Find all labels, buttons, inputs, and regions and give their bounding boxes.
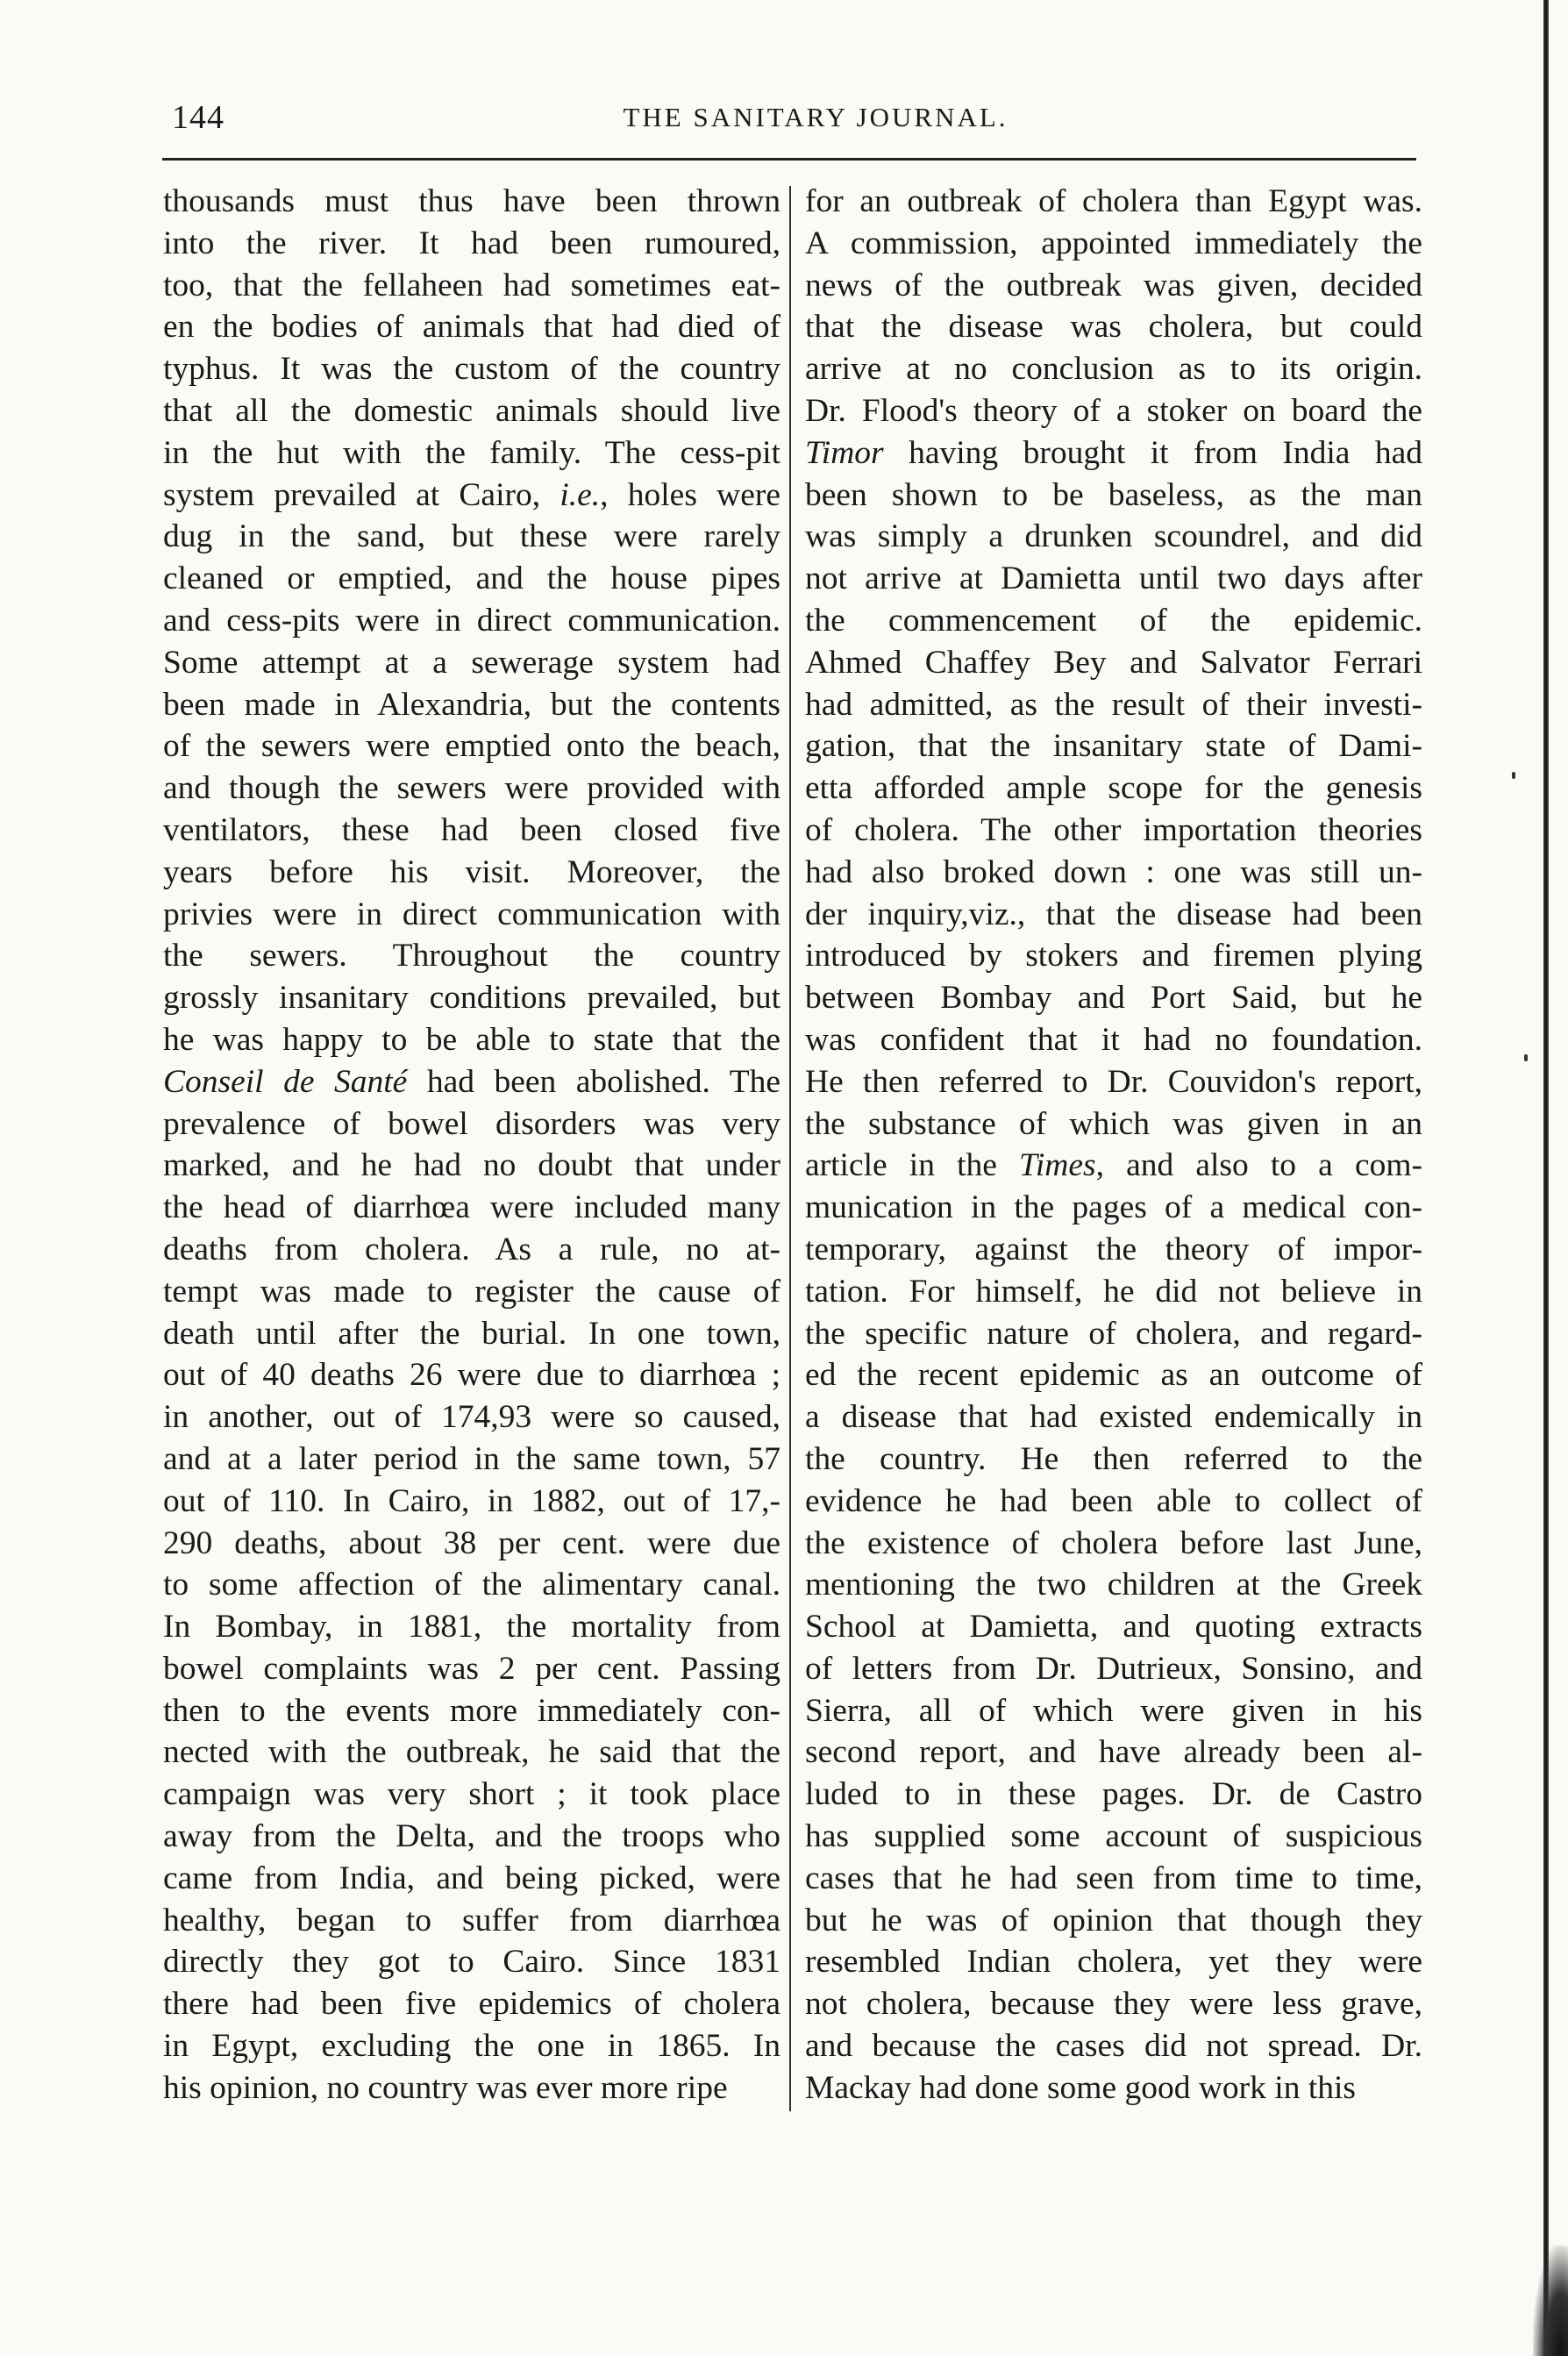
- text-line: in another, out of 174,93 were so caused,: [163, 1399, 780, 1436]
- text-line: and at a later period in the same town, 57: [163, 1440, 780, 1477]
- right-column: [805, 181, 1422, 2110]
- text-line: has supplied some account of suspicious: [805, 1818, 1422, 1855]
- page-edge-shadow: [1543, 0, 1549, 2356]
- text-line: of cholera. The other importation theories: [805, 811, 1422, 848]
- text-line: there had been five epidemics of cholera: [163, 1986, 780, 2023]
- text-line: Ahmed Chaffey Bey and Salvator Ferrari: [805, 644, 1422, 681]
- text-line: nected with the outbreak, he said that the: [163, 1734, 780, 1771]
- text-line: tempt was made to register the cause of: [163, 1273, 780, 1310]
- text-line: was confident that it had no foundation.: [805, 1021, 1422, 1058]
- text-line: Mackay had done some good work in this: [805, 2069, 1357, 2106]
- text-line: of the sewers were emptied onto the beach,: [163, 728, 780, 765]
- column-divider: [789, 186, 791, 2111]
- text-line: the head of diarrhœa were included many: [163, 1189, 780, 1226]
- text-line: cases that he had seen from time to time,: [805, 1860, 1422, 1896]
- text-line: the commencement of the epidemic.: [805, 602, 1422, 639]
- header-rule: [162, 158, 1416, 161]
- text-line: grossly insanitary conditions prevailed, but: [163, 980, 780, 1017]
- text-line: He then referred to Dr. Couvidon's report,: [805, 1063, 1422, 1100]
- page-corner-shadow: [1533, 2245, 1568, 2356]
- text-line: typhus. It was the custom of the country: [163, 351, 780, 388]
- text-line: in Egypt, excluding the one in 1865. In: [163, 2028, 780, 2065]
- text-line: privies were in direct communication with: [163, 896, 780, 932]
- text-line: thousands must thus have been thrown: [163, 183, 780, 219]
- text-line: the sewers. Throughout the country: [163, 938, 780, 975]
- text-line: not cholera, because they were less grave,: [805, 1986, 1422, 2023]
- text-line: deaths from cholera. As a rule, no at-: [163, 1231, 780, 1267]
- text-line: not arrive at Damietta until two days after: [805, 560, 1422, 597]
- page-number: 144: [172, 99, 225, 136]
- text-line: out of 40 deaths 26 were due to diarrhœa ;: [163, 1357, 780, 1394]
- text-line: years before his visit. Moreover, the: [163, 853, 780, 890]
- text-line: cleaned or emptied, and the house pipes: [163, 560, 780, 597]
- text-line: healthy, began to suffer from diarrhœa: [163, 1902, 780, 1938]
- text-line: but he was of opinion that though they: [805, 1902, 1422, 1938]
- text-line: been made in Alexandria, but the contents: [163, 686, 780, 723]
- text-line: had also broked down : one was still un-: [805, 853, 1422, 890]
- text-line: campaign was very short ; it took place: [163, 1776, 780, 1813]
- text-line: out of 110. In Cairo, in 1882, out of 17,-: [163, 1482, 780, 1519]
- text-line: of letters from Dr. Dutrieux, Sonsino, and: [805, 1650, 1422, 1687]
- text-line: bowel complaints was 2 per cent. Passing: [163, 1650, 780, 1687]
- text-line: etta afforded ample scope for the genesis: [805, 770, 1422, 807]
- text-line: and because the cases did not spread. Dr.: [805, 2028, 1422, 2065]
- text-line: en the bodies of animals that had died of: [163, 309, 780, 346]
- text-line: School at Damietta, and quoting extracts: [805, 1609, 1422, 1646]
- text-line: he was happy to be able to state that the: [163, 1021, 780, 1058]
- text-line: dug in the sand, but these were rarely: [163, 518, 780, 555]
- text-line: Sierra, all of which were given in his: [805, 1692, 1422, 1729]
- text-line: Some attempt at a sewerage system had: [163, 644, 780, 681]
- text-line: in the hut with the family. The cess-pit: [163, 434, 780, 471]
- text-line: Conseil de Santé had been abolished. The: [163, 1063, 780, 1100]
- text-line: gation, that the insanitary state of Dami-: [805, 728, 1422, 765]
- text-line: In Bombay, in 1881, the mortality from: [163, 1609, 780, 1646]
- text-line: tation. For himself, he did not believe in: [805, 1273, 1422, 1310]
- text-line: marked, and he had no doubt that under: [163, 1147, 780, 1184]
- text-line: luded to in these pages. Dr. de Castro: [805, 1776, 1422, 1813]
- text-line: had admitted, as the result of their investi-: [805, 686, 1422, 723]
- text-line: between Bombay and Port Said, but he: [805, 980, 1422, 1017]
- text-line: a disease that had existed endemically in: [805, 1399, 1422, 1436]
- text-line: the specific nature of cholera, and regard-: [805, 1315, 1422, 1352]
- text-line: the country. He then referred to the: [805, 1440, 1422, 1477]
- text-line: arrive at no conclusion as to its origin.: [805, 351, 1422, 388]
- text-line: that all the domestic animals should live: [163, 392, 780, 429]
- text-line: der inquiry,viz., that the disease had been: [805, 896, 1422, 932]
- text-line: for an outbreak of cholera than Egypt was.: [805, 183, 1422, 219]
- text-line: munication in the pages of a medical con-: [805, 1189, 1422, 1226]
- text-line: the existence of cholera before last June,: [805, 1524, 1422, 1561]
- text-line: too, that the fellaheen had sometimes eat-: [163, 267, 780, 303]
- text-line: and though the sewers were provided with: [163, 770, 780, 807]
- text-line: A commission, appointed immediately the: [805, 225, 1422, 261]
- text-line: and cess-pits were in direct communication.: [163, 602, 780, 639]
- text-line: directly they got to Cairo. Since 1831: [163, 1944, 780, 1981]
- text-line: the substance of which was given in an: [805, 1105, 1422, 1142]
- text-line: ventilators, these had been closed five: [163, 811, 780, 848]
- text-line: away from the Delta, and the troops who: [163, 1818, 780, 1855]
- text-line: introduced by stokers and firemen plying: [805, 938, 1422, 975]
- text-line: ed the recent epidemic as an outcome of: [805, 1357, 1422, 1394]
- text-line: evidence he had been able to collect of: [805, 1482, 1422, 1519]
- text-line: that the disease was cholera, but could: [805, 309, 1422, 346]
- text-line: news of the outbreak was given, decided: [805, 267, 1422, 303]
- text-line: came from India, and being picked, were: [163, 1860, 780, 1896]
- text-line: resembled Indian cholera, yet they were: [805, 1944, 1422, 1981]
- ink-speck: [1512, 772, 1515, 779]
- text-line: into the river. It had been rumoured,: [163, 225, 780, 261]
- text-line: to some affection of the alimentary canal.: [163, 1567, 780, 1603]
- text-line: 290 deaths, about 38 per cent. were due: [163, 1524, 780, 1561]
- text-line: mentioning the two children at the Greek: [805, 1567, 1422, 1603]
- text-line: prevalence of bowel disorders was very: [163, 1105, 780, 1142]
- text-line: then to the events more immediately con-: [163, 1692, 780, 1729]
- text-line: Dr. Flood's theory of a stoker on board the: [805, 392, 1422, 429]
- text-line: been shown to be baseless, as the man: [805, 476, 1422, 513]
- text-line: system prevailed at Cairo, i.e., holes were: [163, 476, 780, 513]
- left-column: [163, 181, 780, 2110]
- text-line: death until after the burial. In one town,: [163, 1315, 780, 1352]
- text-line: was simply a drunken scoundrel, and did: [805, 518, 1422, 555]
- text-line: Timor having brought it from India had: [805, 434, 1422, 471]
- running-head: THE SANITARY JOURNAL.: [623, 102, 1009, 132]
- ink-speck: [1524, 1054, 1528, 1061]
- text-line: temporary, against the theory of impor-: [805, 1231, 1422, 1267]
- text-line: article in the Times, and also to a com-: [805, 1147, 1422, 1184]
- text-line: his opinion, no country was ever more ripe: [163, 2069, 728, 2106]
- text-line: second report, and have already been al-: [805, 1734, 1422, 1771]
